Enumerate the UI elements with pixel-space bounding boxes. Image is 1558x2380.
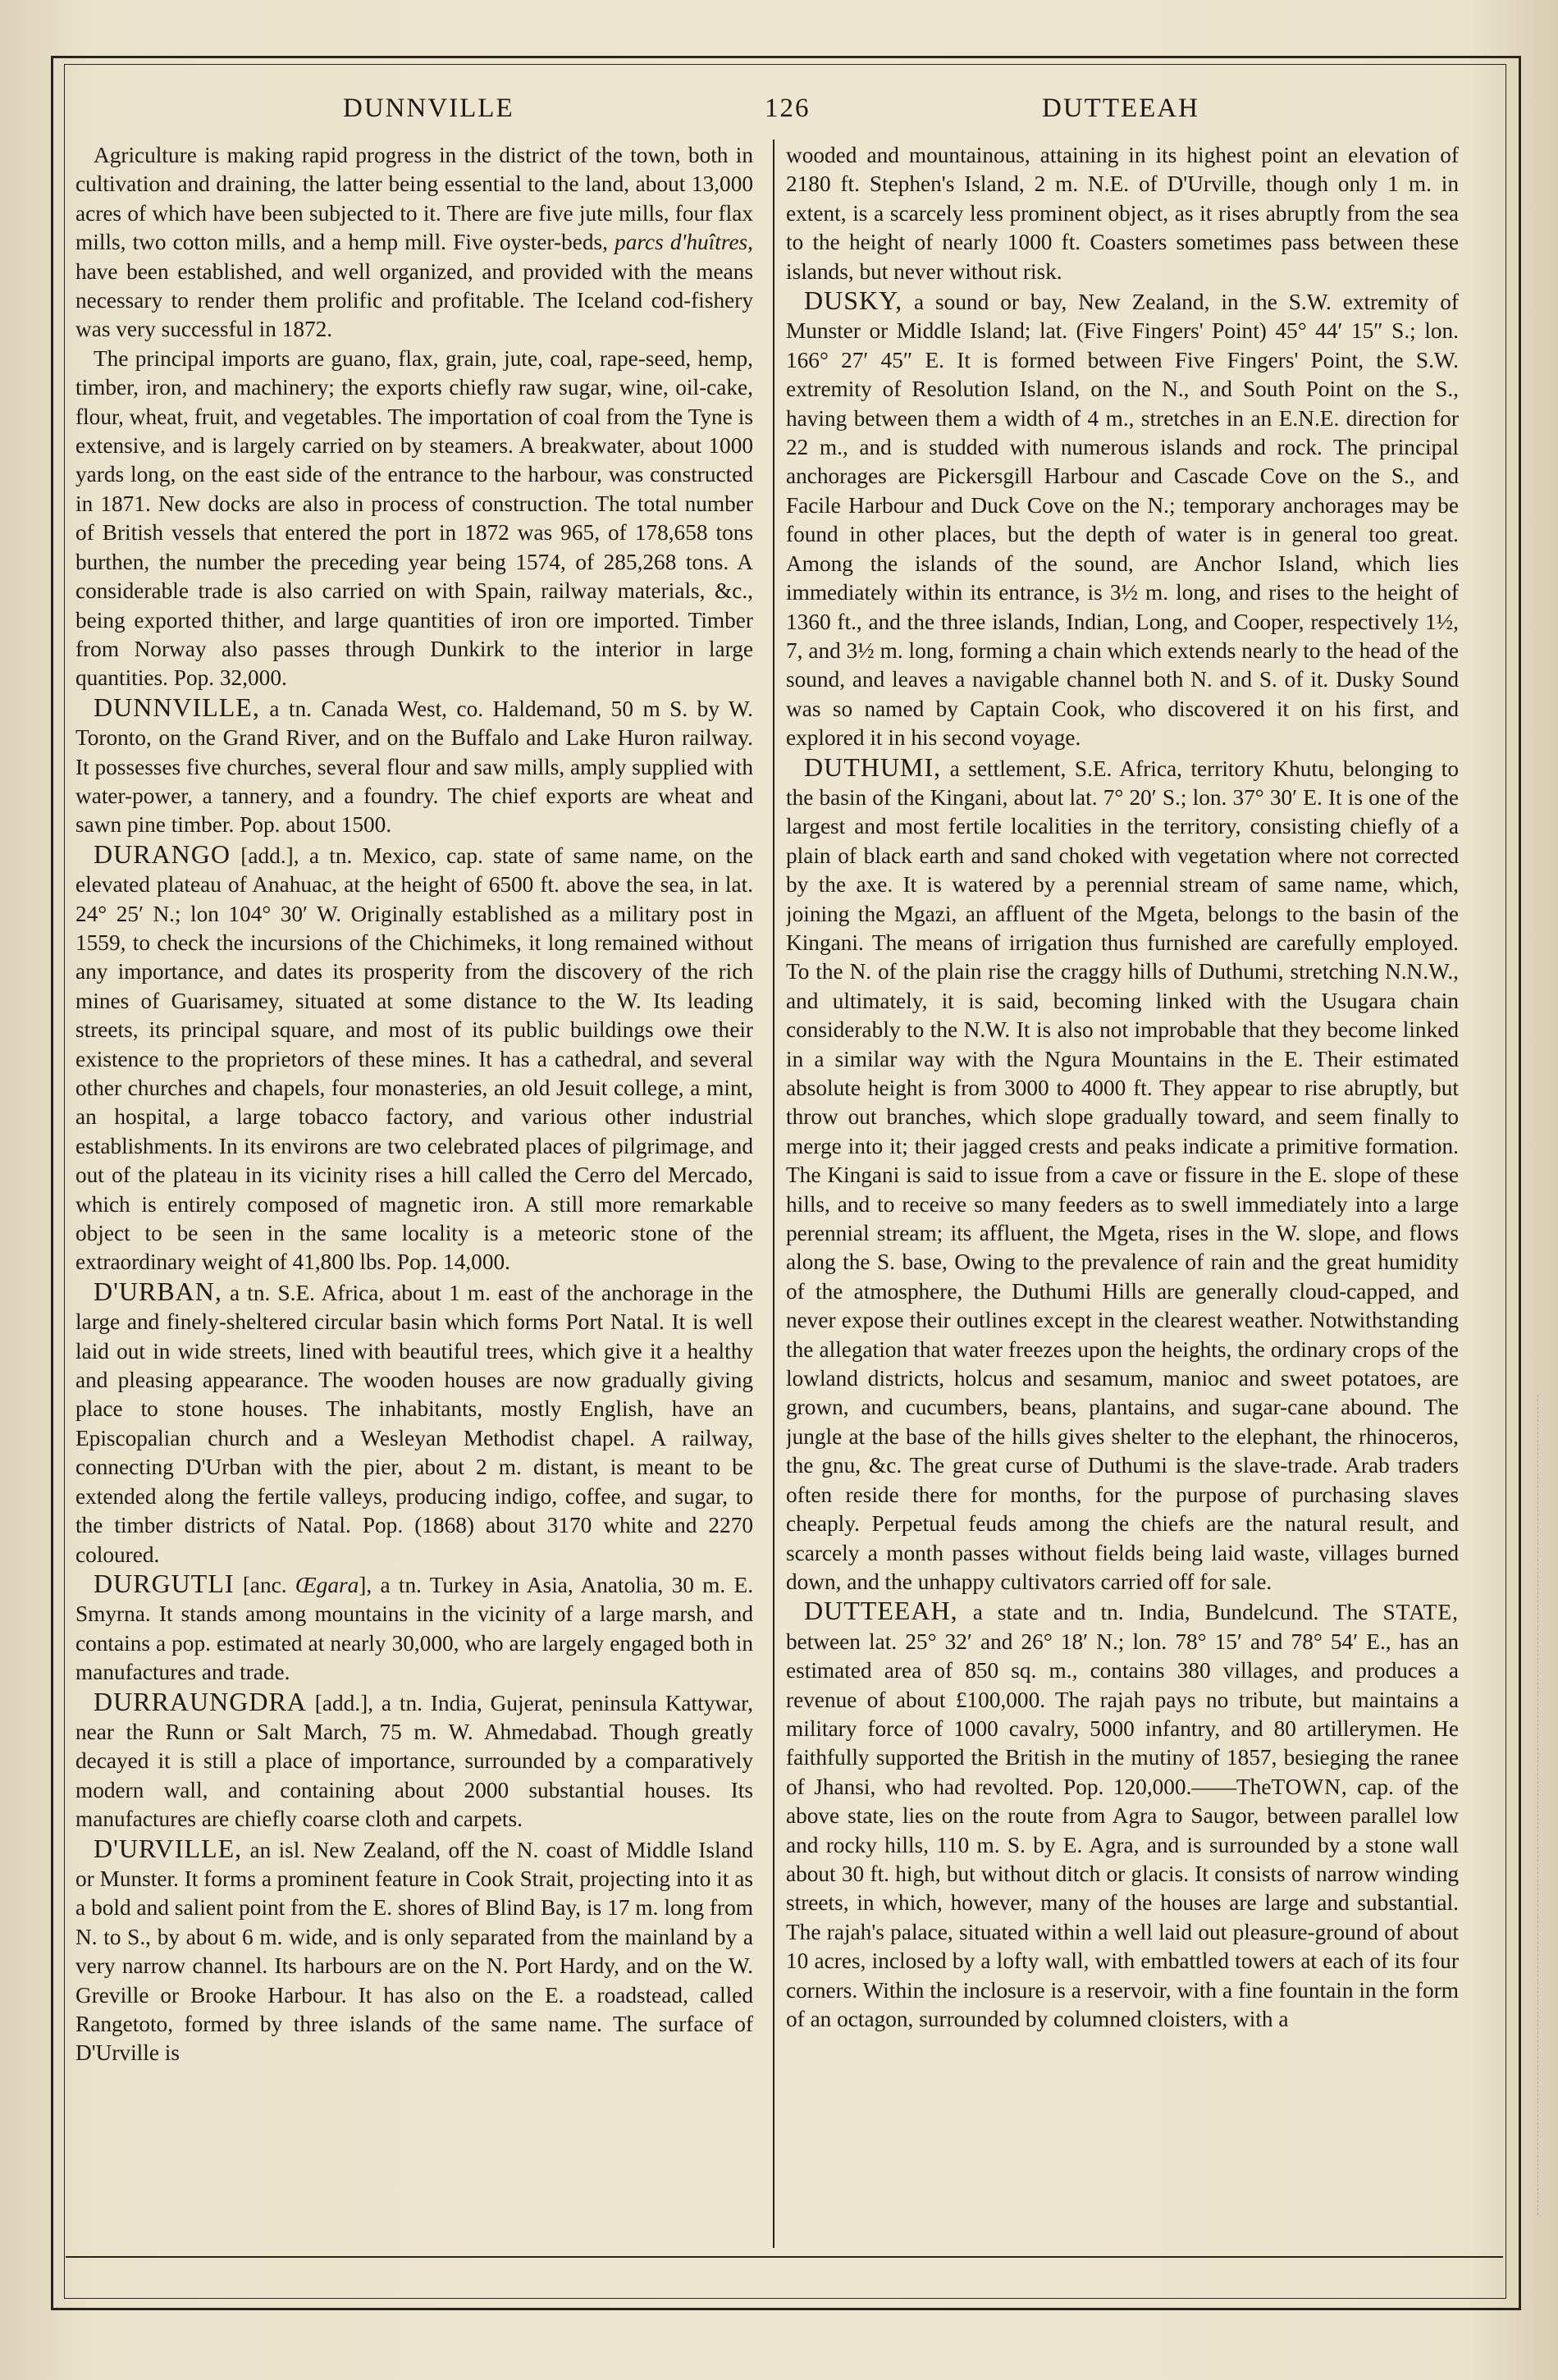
page-number: 126 [765, 94, 811, 123]
paragraph-dunkirk-agriculture: Agriculture is making rapid progress in the district of the town, both in cultivation and draining, the latter being essential to the land, about 13,000 acres of which have been subjected to it. There are five jute mills, four flax mills, two cotton mills, and a hemp mill. Five oyster-beds, parcs d'huîtres, have been established, and well organized, and provided with the means necessary to render them prolific and profitable. The Iceland cod-fishery was very successful in 1872. [75, 143, 754, 342]
headword: DUTTEEAH, [804, 1596, 958, 1626]
headword: DURANGO [94, 838, 231, 869]
headword: DURGUTLI [94, 1568, 235, 1598]
entry-dusky: DUSKY, a sound or bay, New Zealand, in the S.W. extremity of Munster or Middle Island; lat. (Five Fingers' Point) 45° 44′ 15″ S.; lon. 166° 27′ 45″ E. It is formed between Five Fingers' Point, the S.W. extremity of Resolution Island, on the N., and South Point on the S., having between them a width of 4 m., stretches in an E.N.E. direction for 22 m., and is studded with numerous islands and rock. The principal anchorages are Pickersgill Harbour and Cascade Cove on the S., and Facile Harbour and Duck Cove on the N.; temporary anchorages may be found in other places, but the depth of water is in general too great. Among the islands of the sound, are Anchor Island, which lies immediately within its entrance, is 3½ m. long, and rises to the height of 1360 ft., and the three islands, Indian, Long, and Cooper, respectively 1½, 7, and 3½ m. long, forming a chain which extends nearly to the head of the sound, and leaves a navigable channel both N. and S. of it. Dusky Sound was so named by Captain Cook, who discovered it on his first, and explored it in his second voyage. [786, 286, 1459, 751]
column-divider [773, 139, 774, 2248]
entry-dunnville: DUNNVILLE, a tn. Canada West, co. Haldemand, 50 m S. by W. Toronto, on the Grand River, and on the Buffalo and Lake Huron railway. It possesses five churches, several flour and saw mills, amply supplied with water-power, a tannery, and a foundry. The chief exports are wheat and sawn pine timber. Pop. about 1500. [75, 692, 753, 838]
right-column [786, 141, 1470, 2241]
paragraph-durville-continued: wooded and mountainous, attaining in its highest point an elevation of 2180 ft. Stephen's Island, 2 m. N.E. of D'Urville, though only 1 m. in extent, is a scarcely less prominent object, as it rises abruptly from the sea to the height of nearly 1000 ft. Coasters sometimes pass between these islands, but never without risk. [786, 143, 1459, 284]
header-last-entry: DUTTEEAH [1042, 94, 1199, 123]
page-edge-marks [1537, 1395, 1553, 2215]
bottom-rule [66, 2256, 1503, 2258]
headword: DUTHUMI, [804, 751, 942, 782]
headword: D'URBAN, [94, 1276, 222, 1306]
headword: DURRAUNGDRA [94, 1686, 307, 1716]
entry-durville: D'URVILLE, an isl. New Zealand, off the N. coast of Middle Island or Munster. It forms a prominent feature in Cook Strait, projecting into it as a bold and salient point from the E. shores of Blind Bay, is 17 m. long from N. to S., by about 6 m. wide, and is only separated from the mainland by a very narrow channel. Its harbours are on the N. Port Hardy, and on the W. Greville or Brooke Harbour. It has also on the E. a roadstead, called Rangetoto, formed by three islands of the same name. The surface of D'Urville is [75, 1833, 753, 2066]
headword: DUNNVILLE, [94, 692, 260, 722]
entry-durgutli: DURGUTLI [anc. Œgara], a tn. Turkey in Asia, Anatolia, 30 m. E. Smyrna. It stands among mountains in the vicinity of a large marsh, and contains a pop. estimated at nearly 30,000, who are largely engaged both in manufactures and trade. [75, 1568, 754, 1685]
headword: D'URVILLE, [94, 1833, 243, 1863]
left-column [66, 141, 765, 2241]
entry-durango: DURANGO [add.], a tn. Mexico, cap. state of same name, on the elevated plateau of Anahuac, at the height of 6500 ft. above the sea, in lat. 24° 25′ N.; lon 104° 30′ W. Originally established as a military post in 1559, to check the incursions of the Chichimeks, it long remained without any importance, and dates its prosperity from the discovery of the rich mines of Guarisamey, situated at some distance to the W. Its leading streets, its principal square, and most of its public buildings owe their existence to the proprietors of these mines. It has a cathedral, and several other churches and chapels, four monasteries, an old Jesuit college, a mint, an hospital, a large tobacco factory, and various other industrial establishments. In its environs are two celebrated places of pilgrimage, and out of the plateau in its vicinity rises a hill called the Cerro del Mercado, which is entirely composed of magnetic iron. A still more remarkable object to be seen in the same locality is a meteoric stone of the extraordinary weight of 41,800 lbs. Pop. 14,000. [75, 838, 753, 1275]
entry-dutteeah: DUTTEEAH, a state and tn. India, Bundelcund. The STATE, between lat. 25° 32′ and 26° 18′ N.; lon. 78° 15′ and 78° 54′ E., has an estimated area of 850 sq. m., contains 380 villages, and produces a revenue of about £100,000. The rajah pays no tribute, but maintains a military force of 1000 cavalry, 5000 infantry, and 80 artillerymen. He faithfully supported the British in the mutiny of 1857, besieging the ranee of Jhansi, who had revolted. Pop. 120,000.——TheTOWN, cap. of the above state, lies on the route from Agra to Saugor, between parallel low and rocky hills, 110 m. S. by E. Agra, and is surrounded by a stone wall about 30 ft. high, but without ditch or glacis. It consists of narrow winding streets, in which, however, many of the houses are large and substantial. The rajah's palace, situated within a well laid out pleasure-ground of about 10 acres, inclosed by a lofty wall, with embattled towers at each of its four corners. Within the inclosure is a reservoir, with a fine fountain in the form of an octagon, surrounded by columned cloisters, with a [786, 1596, 1459, 2031]
entry-durban: D'URBAN, a tn. S.E. Africa, about 1 m. east of the anchorage in the large and finely-sheltered circular basin which forms Port Natal. It is well laid out in wide streets, lined with beautiful trees, which give it a healthy and pleasing appearance. The wooden houses are now gradually giving place to stone houses. The inhabitants, mostly English, have an Episcopalian church and a Wesleyan Methodist chapel. A railway, connecting D'Urban with the pier, about 2 m. distant, is meant to be extended along the fertile valleys, producing indigo, coffee, and sugar, to the timber districts of Natal. Pop. (1868) about 3170 white and 2270 coloured. [75, 1276, 753, 1567]
entry-durraungdra: DURRAUNGDRA [add.], a tn. India, Gujerat, peninsula Kattywar, near the Runn or Salt March, 75 m. W. Ahmedabad. Though greatly decayed it is still a place of importance, surrounded by a comparatively modern wall, and containing about 2000 substantial houses. Its manufactures are chiefly coarse cloth and carpets. [75, 1686, 754, 1832]
paragraph-dunkirk-trade: The principal imports are guano, flax, grain, jute, coal, rape-seed, hemp, timber, iron, and machinery; the exports chiefly raw sugar, wine, oil-cake, flour, wheat, fruit, and vegetables. The importation of coal from the Tyne is extensive, and is largely carried on by steamers. A breakwater, about 1000 yards long, on the east side of the entrance to the harbour, was constructed in 1871. New docks are also in process of construction. The total number of British vessels that entered the port in 1872 was 965, of 178,658 tons burthen, the number the preceding year being 1574, of 285,268 tons. A considerable trade is also carried on with Spain, railway materials, &c., being exported thither, and large quantities of iron ore imported. Timber from Norway also passes through Dunkirk to the interior in large quantities. Pop. 32,000. [75, 345, 753, 691]
headword: DUSKY, [804, 286, 903, 316]
running-header [66, 89, 1503, 128]
entry-duthumi: DUTHUMI, a settlement, S.E. Africa, territory Khutu, belonging to the basin of the Kingani, about lat. 7° 20′ S.; lon. 37° 30′ E. It is one of the largest and most fertile localities in the territory, consisting chiefly of a plain of black earth and sand choked with vegetation where not corrected by the axe. It is watered by a perennial stream of same name, which, joining the Mgazi, an affluent of the Mgeta, belongs to the basin of the Kingani. The means of irrigation thus furnished are carefully employed. To the N. of the plain rise the craggy hills of Duthumi, stretching N.N.W., and ultimately, it is said, becoming linked with the Usugara chain considerably to the N.W. It is also not improbable that they become linked in a similar way with the Ngura Mountains in the E. Their estimated absolute height is from 3000 to 4000 ft. They appear to rise abruptly, but throw out branches, which slope gradually toward, and seem finally to merge into it; their jagged crests and peaks indicate a primitive formation. The Kingani is said to issue from a cave or fissure in the E. slope of these hills, and to receive so many feeders as to swell immediately into a large perennial stream; its affluent, the Mgeta, rises in the W. slope, and flows along the S. base, Owing to the prevalence of rain and the great humidity of the atmosphere, the Duthumi Hills are generally cloud-capped, and never expose their outlines except in the clearest weather. Notwithstanding the allegation that water freezes upon the heights, the ordinary crops of the lowland districts, holcus and sesamum, manioc and sweet potatoes, are grown, and cucumbers, beans, plantains, and sugar-cane abound. The jungle at the base of the hills gives shelter to the elephant, the rhinoceros, the gnu, &c. The great curse of Duthumi is the slave-trade. Arab traders often reside there for months, for the purpose of purchasing slaves cheaply. Perpetual feuds among the chiefs are the natural result, and scarcely a month passes without fields being laid waste, villages burned down, and the unhappy cultivators carried off for sale. [786, 751, 1459, 1594]
header-first-entry: DUNNVILLE [343, 94, 514, 123]
